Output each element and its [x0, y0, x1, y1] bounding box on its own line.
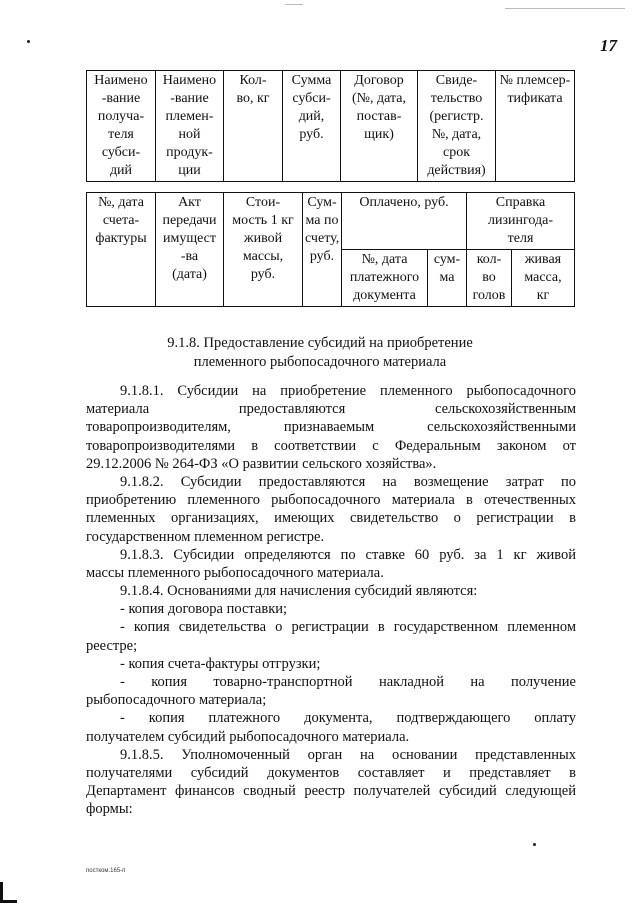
page-number: 17	[600, 36, 617, 55]
footer-code: постком.165-п	[86, 868, 126, 874]
heading-line: племенного рыбопосадочного материала	[193, 354, 447, 370]
header-live-mass: живая масса, кг	[512, 250, 575, 307]
header-head-count: кол- во голов	[467, 250, 512, 307]
text-line: - копия свидетельства о регистрации в государственном племенном	[120, 619, 576, 636]
header-payment-document: №, дата платежного документа	[342, 250, 428, 307]
text-line: государственном племенном регистре.	[86, 528, 325, 545]
scan-artifact-dot	[27, 40, 30, 43]
text-line: - копия договора поставки;	[120, 601, 288, 618]
header-quantity: Кол- во, кг	[224, 71, 283, 182]
header-contract: Договор (№, дата, постав- щик)	[341, 71, 418, 182]
text-line: - копия платежного документа, подтверждающего оплату	[120, 710, 576, 727]
section-body	[86, 382, 576, 819]
text-line: 9.1.8.5. Уполномоченный орган на основании представленных	[120, 746, 576, 763]
header-certificate: Свиде- тельство (регистр. №, дата, срок действия)	[418, 71, 496, 182]
text-fragment: сельскохозяйственным	[434, 401, 576, 418]
heading-line: 9.1.8. Предоставление субсидий на приобретение	[167, 335, 473, 351]
header-invoice-sum: Сум- ма по счету, руб.	[303, 193, 342, 307]
text-line: получателем субсидий рыбопосадочного материала.	[86, 728, 410, 745]
header-invoice: №, дата счета- фактуры	[87, 193, 156, 307]
text-fragment: товаропроизводителям,	[86, 419, 231, 436]
scan-artifact-line	[505, 8, 625, 9]
header-product-name: Наимено -вание племен- ной продук- ции	[156, 71, 224, 182]
text-line: получателями субсидий документов составляет и представляет в	[86, 764, 576, 781]
text-line: массы племенного рыбопосадочного материала.	[86, 564, 384, 581]
text-line: племенных организациях, имеющих свидетельство о регистрации в	[86, 510, 576, 527]
text-line: - копия счета-фактуры отгрузки;	[120, 655, 321, 672]
text-line: приобретению племенного рыбопосадочного материала в отечественных	[86, 492, 576, 509]
text-fragment: сельскохозяйственными	[427, 419, 576, 436]
text-fragment: предоставляются	[238, 401, 346, 418]
recipients-table-header	[86, 70, 575, 182]
text-line: 29.12.2006 № 264-ФЗ «О развитии сельского хозяйства».	[86, 455, 437, 472]
header-breeding-certificate: № племсер- тификата	[496, 71, 575, 182]
text-line: формы:	[86, 801, 133, 818]
header-paid: Оплачено, руб.	[342, 193, 467, 250]
header-lessor-certificate: Справка лизингода- теля	[467, 193, 575, 250]
text-line: 9.1.8.3. Субсидии определяются по ставке 60 руб. за 1 кг живой	[120, 546, 576, 563]
header-recipient-name: Наимено -вание получа- теля субси- дий	[87, 71, 156, 182]
scan-corner-mark	[0, 882, 17, 903]
text-line: 9.1.8.4. Основаниями для начисления субсидий являются:	[120, 583, 478, 600]
table-row	[87, 193, 575, 250]
text-line: 9.1.8.2. Субсидии предоставляются на возмещение затрат по	[120, 473, 576, 490]
scan-artifact-line	[285, 4, 303, 5]
text-line: товаропроизводителями в соответствии с Федеральным законом от	[86, 437, 576, 454]
scan-artifact-dot	[533, 843, 536, 846]
header-subsidy-sum: Сумма субси- дий, руб.	[283, 71, 341, 182]
section-heading	[60, 334, 580, 372]
header-transfer-act: Акт передачи имущест -ва (дата)	[156, 193, 224, 307]
table-row	[87, 71, 575, 182]
text-line	[86, 400, 576, 418]
header-cost-per-kg: Стои- мость 1 кг живой массы, руб.	[224, 193, 303, 307]
text-line: Департамент финансов сводный реестр получателей субсидий следующей	[86, 783, 576, 800]
text-fragment: признаваемым	[283, 419, 375, 436]
text-fragment: материала	[86, 401, 150, 418]
text-line: 9.1.8.1. Субсидии на приобретение племенного рыбопосадочного	[120, 383, 576, 399]
text-line: рыбопосадочного материала;	[86, 692, 267, 709]
text-line: - копия товарно-транспортной накладной на получение	[120, 674, 576, 690]
invoice-table-header	[86, 192, 575, 307]
text-line	[86, 418, 576, 436]
header-payment-sum: сум- ма	[428, 250, 467, 307]
text-line: реестре;	[86, 637, 138, 654]
